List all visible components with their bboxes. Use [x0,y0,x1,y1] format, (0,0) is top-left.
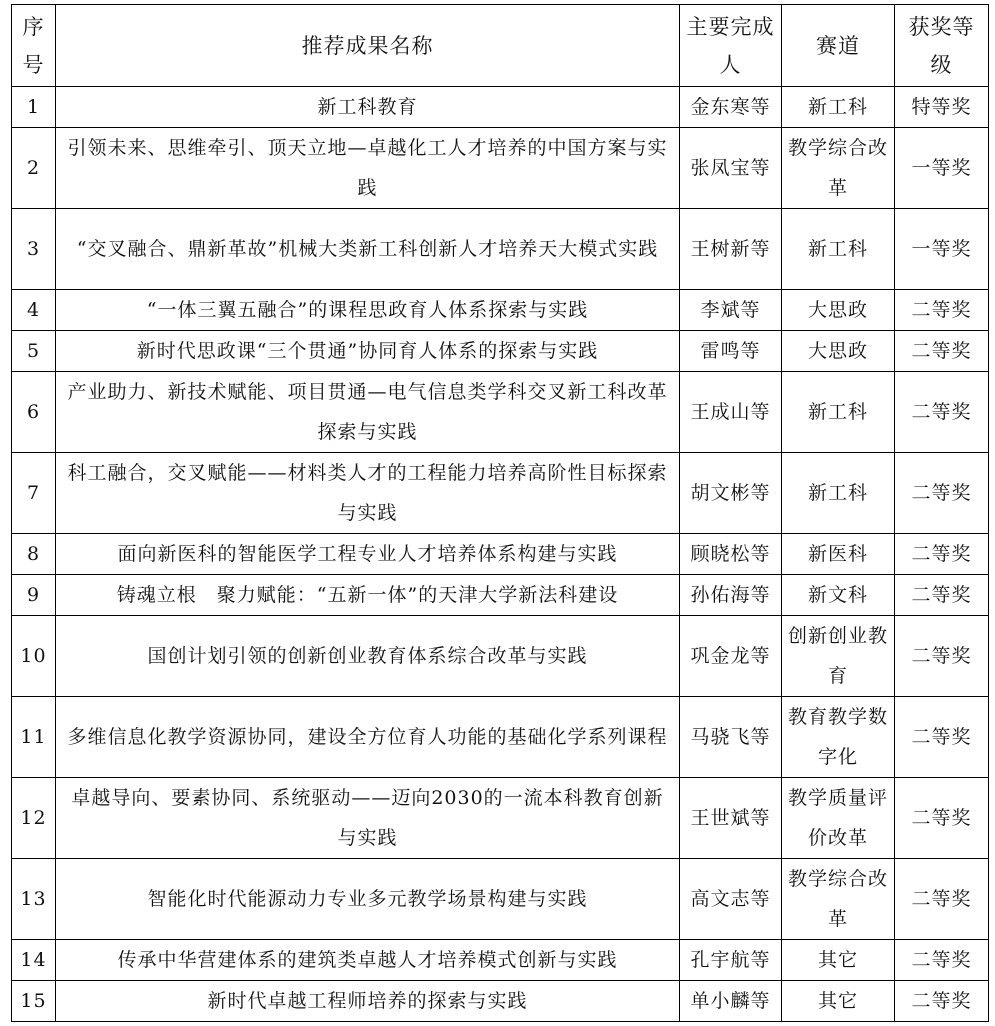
row-track: 新工科 [782,87,895,128]
row-index: 7 [12,453,56,534]
row-index: 1 [12,87,56,128]
row-authors: 李斌等 [680,290,782,331]
row-track: 其它 [782,981,895,1022]
row-authors: 顾晓松等 [680,534,782,575]
header-index: 序号 [12,5,56,87]
row-index: 11 [12,697,56,778]
row-award: 二等奖 [895,616,989,697]
row-authors: 胡文彬等 [680,453,782,534]
row-title: 产业助力、新技术赋能、项目贯通—电气信息类学科交叉新工科改革探索与实践 [56,372,680,453]
header-row [12,5,989,87]
row-title: 科工融合，交叉赋能——材料类人才的工程能力培养高阶性目标探索与实践 [56,453,680,534]
row-track: 教学综合改革 [782,859,895,940]
row-award: 二等奖 [895,575,989,616]
awards-table [11,4,989,1022]
table-row [12,981,989,1022]
table-row [12,372,989,453]
row-award: 二等奖 [895,981,989,1022]
row-authors: 王树新等 [680,209,782,290]
row-index: 14 [12,940,56,981]
row-index: 12 [12,778,56,859]
row-index: 4 [12,290,56,331]
row-title: 卓越导向、要素协同、系统驱动——迈向2030的一流本科教育创新与实践 [56,778,680,859]
table-row [12,128,989,209]
row-award: 二等奖 [895,290,989,331]
row-index: 2 [12,128,56,209]
row-track: 教学综合改革 [782,128,895,209]
table-row [12,534,989,575]
row-title: 引领未来、思维牵引、顶天立地—卓越化工人才培养的中国方案与实践 [56,128,680,209]
table-row [12,778,989,859]
row-authors: 雷鸣等 [680,331,782,372]
row-award: 一等奖 [895,209,989,290]
row-award: 二等奖 [895,453,989,534]
table-row [12,575,989,616]
table-row [12,87,989,128]
row-title: 新时代思政课“三个贯通”协同育人体系的探索与实践 [56,331,680,372]
row-award: 二等奖 [895,331,989,372]
header-track: 赛道 [782,5,895,87]
table-row [12,697,989,778]
row-track: 大思政 [782,290,895,331]
table-row [12,290,989,331]
row-authors: 马骁飞等 [680,697,782,778]
row-track: 创新创业教育 [782,616,895,697]
row-title: 新工科教育 [56,87,680,128]
row-index: 8 [12,534,56,575]
row-authors: 巩金龙等 [680,616,782,697]
row-track: 新工科 [782,453,895,534]
row-award: 二等奖 [895,697,989,778]
row-track: 教育教学数字化 [782,697,895,778]
row-authors: 张凤宝等 [680,128,782,209]
row-track: 新文科 [782,575,895,616]
row-title: “一体三翼五融合”的课程思政育人体系探索与实践 [56,290,680,331]
row-index: 13 [12,859,56,940]
row-index: 6 [12,372,56,453]
row-award: 二等奖 [895,534,989,575]
row-index: 3 [12,209,56,290]
table-row [12,940,989,981]
row-track: 新工科 [782,209,895,290]
row-track: 其它 [782,940,895,981]
row-authors: 金东寒等 [680,87,782,128]
row-track: 大思政 [782,331,895,372]
row-title: 多维信息化教学资源协同，建设全方位育人功能的基础化学系列课程 [56,697,680,778]
row-authors: 高文志等 [680,859,782,940]
row-authors: 孙佑海等 [680,575,782,616]
row-award: 二等奖 [895,372,989,453]
row-award: 一等奖 [895,128,989,209]
row-authors: 王成山等 [680,372,782,453]
row-track: 新医科 [782,534,895,575]
row-title: 国创计划引领的创新创业教育体系综合改革与实践 [56,616,680,697]
row-title: 面向新医科的智能医学工程专业人才培养体系构建与实践 [56,534,680,575]
row-title: 智能化时代能源动力专业多元教学场景构建与实践 [56,859,680,940]
header-award: 获奖等级 [895,5,989,87]
row-award: 二等奖 [895,859,989,940]
row-index: 5 [12,331,56,372]
row-index: 15 [12,981,56,1022]
table-row [12,209,989,290]
header-authors: 主要完成人 [680,5,782,87]
row-authors: 孔宇航等 [680,940,782,981]
row-track: 新工科 [782,372,895,453]
row-award: 二等奖 [895,778,989,859]
header-title: 推荐成果名称 [56,5,680,87]
row-index: 9 [12,575,56,616]
table-row [12,331,989,372]
table-row [12,453,989,534]
table-row [12,616,989,697]
row-index: 10 [12,616,56,697]
table-row [12,859,989,940]
row-track: 教学质量评价改革 [782,778,895,859]
row-title: 传承中华营建体系的建筑类卓越人才培养模式创新与实践 [56,940,680,981]
row-award: 特等奖 [895,87,989,128]
row-award: 二等奖 [895,940,989,981]
row-title: 新时代卓越工程师培养的探索与实践 [56,981,680,1022]
row-authors: 单小麟等 [680,981,782,1022]
row-title: 铸魂立根 聚力赋能：“五新一体”的天津大学新法科建设 [56,575,680,616]
row-authors: 王世斌等 [680,778,782,859]
row-title: “交叉融合、鼎新革故”机械大类新工科创新人才培养天大模式实践 [56,209,680,290]
